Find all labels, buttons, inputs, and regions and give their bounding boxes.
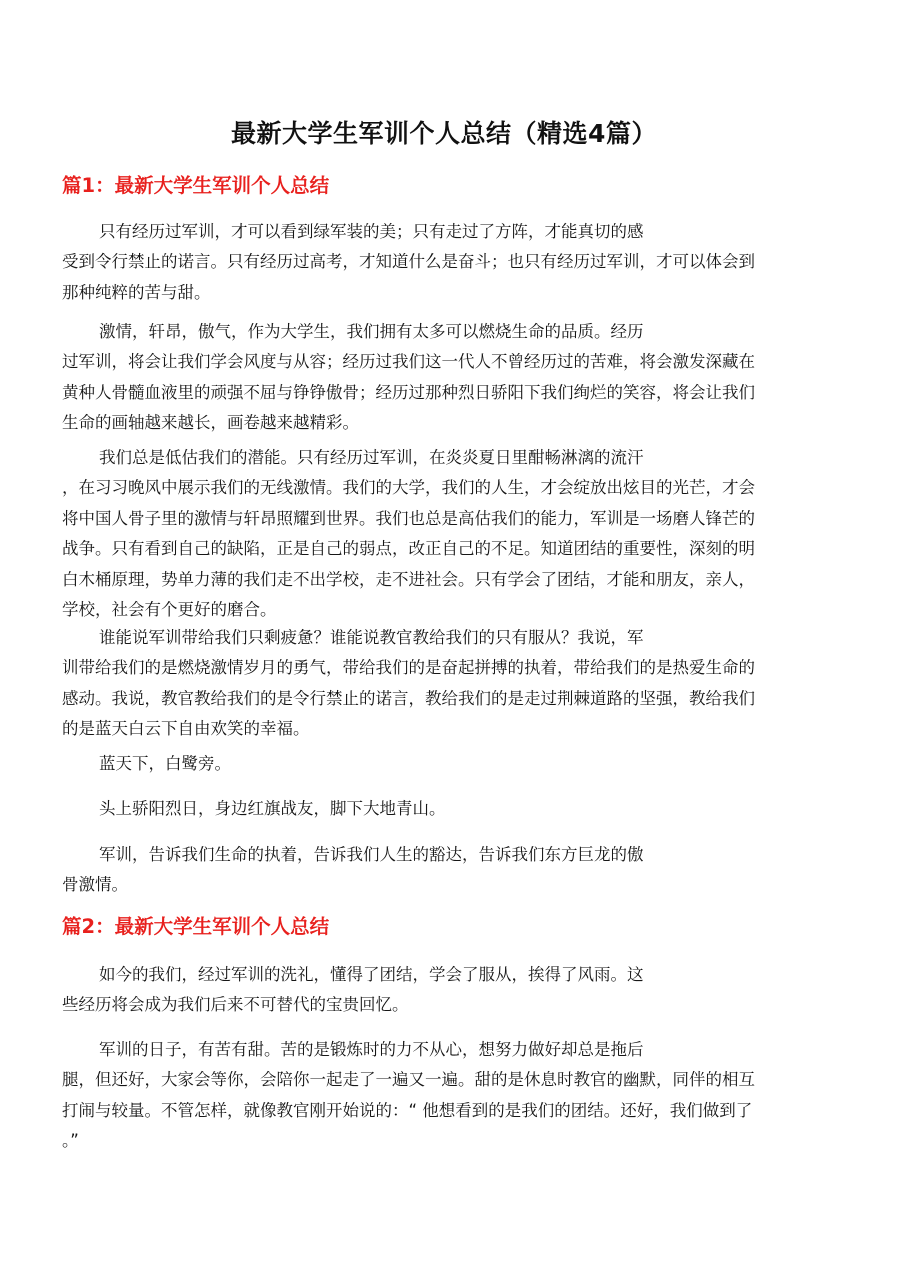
paragraph-line: 激情，轩昂，傲气，作为大学生，我们拥有太多可以燃烧生命的品质。经历 <box>99 322 644 341</box>
paragraph-line: 白木桶原理，势单力薄的我们走不出学校，走不进社会。只有学会了团结，才能和朋友，亲人， <box>62 569 755 589</box>
paragraph <box>62 623 842 745</box>
paragraph-line: 。” <box>62 1131 79 1151</box>
section-heading-2: 篇2：最新大学生军训个人总结 <box>62 915 330 938</box>
paragraph-line: 些经历将会成为我们后来不可替代的宝贵回忆。 <box>62 995 409 1015</box>
section-heading-1: 篇1：最新大学生军训个人总结 <box>62 174 330 197</box>
paragraph-line: 只有经历过军训，才可以看到绿军装的美；只有走过了方阵，才能真切的感 <box>99 222 644 241</box>
paragraph <box>62 443 842 625</box>
paragraph-line: 如今的我们，经过军训的洗礼，懂得了团结，学会了服从，挨得了风雨。这 <box>99 965 644 984</box>
paragraph-line: 我们总是低估我们的潜能。只有经历过军训，在炎炎夏日里酣畅淋漓的流汗 <box>99 448 644 467</box>
paragraph-line: 黄种人骨髓血液里的顽强不屈与铮铮傲骨；经历过那种烈日骄阳下我们绚烂的笑容，将会让我们 <box>62 382 755 402</box>
paragraph-line: 蓝天下，白鹭旁。 <box>99 754 231 773</box>
paragraph-line: 将中国人骨子里的激情与轩昂照耀到世界。我们也总是高估我们的能力，军训是一场磨人锋芒的 <box>62 508 755 528</box>
paragraph-line: 受到令行禁止的诺言。只有经历过高考，才知道什么是奋斗；也只有经历过军训，才可以体会到 <box>62 252 755 272</box>
paragraph <box>62 960 842 1021</box>
paragraph-line: 头上骄阳烈日，身边红旗战友，脚下大地青山。 <box>99 799 446 818</box>
paragraph-line: 谁能说军训带给我们只剩疲惫？谁能说教官教给我们的只有服从？我说，军 <box>99 628 644 647</box>
paragraph-line: 学校，社会有个更好的磨合。 <box>62 599 277 619</box>
paragraph-line: 训带给我们的是燃烧激情岁月的勇气，带给我们的是奋起拼搏的执着，带给我们的是热爱生命的 <box>62 658 755 678</box>
paragraph <box>62 749 842 779</box>
paragraph-line: 过军训，将会让我们学会风度与从容；经历过我们这一代人不曾经历过的苦难，将会激发深藏在 <box>62 352 755 372</box>
paragraph-line: 生命的画轴越来越长，画卷越来越精彩。 <box>62 413 359 433</box>
paragraph <box>62 840 842 901</box>
paragraph <box>62 317 842 439</box>
paragraph <box>62 1035 842 1157</box>
paragraph-line: 军训，告诉我们生命的执着，告诉我们人生的豁达，告诉我们东方巨龙的傲 <box>99 845 644 864</box>
paragraph-line: 那种纯粹的苦与甜。 <box>62 282 211 302</box>
paragraph-line: 骨激情。 <box>62 875 128 895</box>
paragraph-line: 的是蓝天白云下自由欢笑的幸福。 <box>62 719 310 739</box>
paragraph-line: 感动。我说，教官教给我们的是令行禁止的诺言，教给我们的是走过荆棘道路的坚强，教给我们 <box>62 688 755 708</box>
paragraph-line: 腿，但还好，大家会等你，会陪你一起走了一遍又一遍。甜的是休息时教官的幽默，同伴的相互 <box>62 1070 755 1090</box>
paragraph-line: 战争。只有看到自己的缺陷，正是自己的弱点，改正自己的不足。知道团结的重要性，深刻的明 <box>62 539 755 559</box>
paragraph-line: 军训的日子，有苦有甜。苦的是锻炼时的力不从心，想努力做好却总是拖后 <box>99 1040 644 1059</box>
paragraph <box>62 217 842 308</box>
paragraph-line: 打闹与较量。不管怎样，就像教官刚开始说的：“ 他想看到的是我们的团结。还好，我们做到了 <box>62 1100 753 1120</box>
paragraph-line: ，在习习晚风中展示我们的无线激情。我们的大学，我们的人生，才会绽放出炫目的光芒，才会 <box>62 478 755 498</box>
paragraph <box>62 794 842 824</box>
document-title: 最新大学生军训个人总结（精选4篇） <box>231 119 657 148</box>
